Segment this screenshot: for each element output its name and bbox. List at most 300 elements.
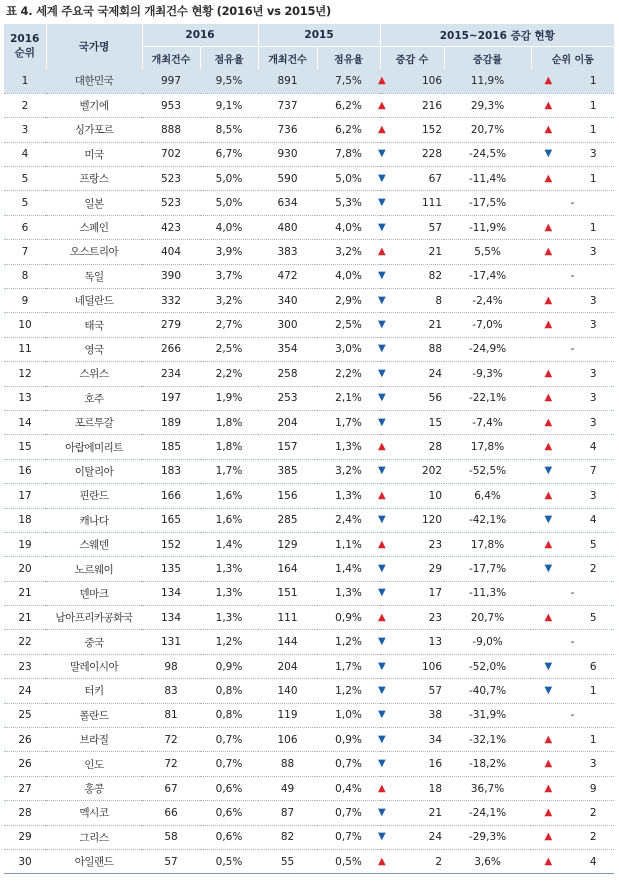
down-triangle-icon: ▼ bbox=[378, 733, 386, 745]
country-cell: 캐나다 bbox=[46, 508, 142, 532]
move-value: 1 bbox=[589, 99, 597, 112]
share-2016-cell: 9,5% bbox=[200, 69, 258, 93]
share-2015-cell: 1,3% bbox=[317, 484, 380, 508]
up-triangle-icon: ▲ bbox=[544, 99, 553, 111]
down-triangle-icon: ▼ bbox=[378, 514, 386, 526]
header-share-2015: 점유율 bbox=[317, 47, 380, 70]
rank-cell: 17 bbox=[4, 484, 46, 508]
delta-value: 10 bbox=[428, 489, 443, 502]
country-cell: 벨기에 bbox=[46, 93, 142, 117]
delta-value: 106 bbox=[421, 74, 443, 87]
count-2016-cell: 888 bbox=[142, 118, 200, 142]
table-row bbox=[4, 630, 614, 654]
share-2015-cell: 2,9% bbox=[317, 289, 380, 313]
move-value: - bbox=[570, 197, 575, 210]
table-row bbox=[4, 532, 614, 556]
table-row bbox=[4, 69, 614, 93]
table-row bbox=[4, 508, 614, 532]
share-2015-cell: 0,9% bbox=[317, 606, 380, 630]
move-value: 4 bbox=[589, 441, 597, 454]
rank-cell: 20 bbox=[4, 557, 46, 581]
count-2016-cell: 523 bbox=[142, 191, 200, 215]
count-2015-cell: 634 bbox=[258, 191, 317, 215]
share-2015-cell: 0,7% bbox=[317, 825, 380, 849]
rate-cell: -17,5% bbox=[444, 191, 531, 215]
share-2016-cell: 0,7% bbox=[200, 752, 258, 776]
rank-cell: 16 bbox=[4, 459, 46, 483]
delta-cell bbox=[380, 142, 444, 166]
country-cell: 그리스 bbox=[46, 825, 142, 849]
move-value: 3 bbox=[589, 367, 597, 380]
delta-value: 16 bbox=[428, 758, 443, 771]
delta-cell bbox=[380, 289, 444, 313]
move-value: - bbox=[570, 709, 575, 722]
rank-cell: 21 bbox=[4, 581, 46, 605]
up-triangle-icon: ▲ bbox=[544, 855, 553, 867]
move-cell bbox=[531, 679, 614, 703]
count-2015-cell: 87 bbox=[258, 801, 317, 825]
share-2016-cell: 1,9% bbox=[200, 386, 258, 410]
delta-cell bbox=[380, 703, 444, 727]
rate-cell: -24,9% bbox=[444, 337, 531, 361]
table-row bbox=[4, 93, 614, 117]
move-value: 3 bbox=[589, 416, 597, 429]
delta-value: 21 bbox=[428, 245, 443, 258]
table-row bbox=[4, 679, 614, 703]
move-cell bbox=[531, 825, 614, 849]
move-value: 6 bbox=[589, 660, 597, 673]
count-2015-cell: 285 bbox=[258, 508, 317, 532]
down-triangle-icon: ▼ bbox=[378, 221, 386, 233]
rank-cell: 2 bbox=[4, 93, 46, 117]
share-2015-cell: 0,5% bbox=[317, 850, 380, 874]
move-value: 2 bbox=[589, 563, 597, 575]
country-cell: 호주 bbox=[46, 386, 142, 410]
header-rank-line2: 순위 bbox=[14, 47, 35, 59]
up-triangle-icon: ▲ bbox=[378, 611, 386, 623]
move-value: - bbox=[570, 587, 575, 600]
table-row bbox=[4, 728, 614, 752]
up-triangle-icon: ▲ bbox=[544, 416, 553, 428]
count-2015-cell: 737 bbox=[258, 93, 317, 117]
rank-cell: 26 bbox=[4, 728, 46, 752]
delta-value: 57 bbox=[428, 221, 443, 234]
count-2015-cell: 157 bbox=[258, 435, 317, 459]
rank-cell: 15 bbox=[4, 435, 46, 459]
country-cell: 말레이시아 bbox=[46, 654, 142, 678]
move-value: 4 bbox=[589, 855, 597, 868]
rate-cell: 5,5% bbox=[444, 240, 531, 264]
share-2015-cell: 1,1% bbox=[317, 532, 380, 556]
rate-cell: -52,5% bbox=[444, 459, 531, 483]
country-cell: 멕시코 bbox=[46, 801, 142, 825]
move-cell bbox=[531, 167, 614, 191]
count-2016-cell: 953 bbox=[142, 93, 200, 117]
share-2015-cell: 3,0% bbox=[317, 337, 380, 361]
move-cell bbox=[531, 118, 614, 142]
delta-cell bbox=[380, 557, 444, 581]
share-2016-cell: 0,6% bbox=[200, 825, 258, 849]
count-2015-cell: 590 bbox=[258, 167, 317, 191]
share-2015-cell: 1,2% bbox=[317, 630, 380, 654]
up-triangle-icon: ▲ bbox=[378, 855, 386, 867]
delta-value: 2 bbox=[435, 855, 443, 868]
delta-value: 67 bbox=[428, 172, 443, 185]
up-triangle-icon: ▲ bbox=[544, 367, 553, 379]
table-row bbox=[4, 410, 614, 434]
move-cell bbox=[531, 435, 614, 459]
count-2016-cell: 702 bbox=[142, 142, 200, 166]
move-value: 9 bbox=[589, 782, 597, 795]
rate-cell: 20,7% bbox=[444, 118, 531, 142]
share-2016-cell: 1,3% bbox=[200, 581, 258, 605]
rank-cell: 4 bbox=[4, 142, 46, 166]
move-cell bbox=[531, 191, 614, 215]
move-cell bbox=[531, 703, 614, 727]
delta-cell bbox=[380, 679, 444, 703]
up-triangle-icon: ▲ bbox=[544, 392, 553, 404]
rate-cell: 11,9% bbox=[444, 69, 531, 93]
count-2016-cell: 189 bbox=[142, 410, 200, 434]
up-triangle-icon: ▲ bbox=[544, 74, 553, 86]
down-triangle-icon: ▼ bbox=[544, 148, 553, 160]
rank-cell: 27 bbox=[4, 776, 46, 800]
count-2015-cell: 55 bbox=[258, 850, 317, 874]
table-row bbox=[4, 459, 614, 483]
move-value: 3 bbox=[589, 148, 597, 161]
down-triangle-icon: ▼ bbox=[544, 660, 553, 672]
count-2015-cell: 49 bbox=[258, 776, 317, 800]
move-cell bbox=[531, 93, 614, 117]
table-row bbox=[4, 581, 614, 605]
down-triangle-icon: ▼ bbox=[378, 319, 386, 331]
share-2016-cell: 3,9% bbox=[200, 240, 258, 264]
move-cell bbox=[531, 459, 614, 483]
up-triangle-icon: ▲ bbox=[544, 123, 553, 135]
country-cell: 싱가포르 bbox=[46, 118, 142, 142]
delta-cell bbox=[380, 630, 444, 654]
up-triangle-icon: ▲ bbox=[544, 294, 553, 306]
rate-cell: -2,4% bbox=[444, 289, 531, 313]
delta-value: 56 bbox=[428, 392, 443, 405]
count-2015-cell: 930 bbox=[258, 142, 317, 166]
delta-cell bbox=[380, 581, 444, 605]
count-2016-cell: 185 bbox=[142, 435, 200, 459]
table-row bbox=[4, 191, 614, 215]
delta-value: 120 bbox=[421, 514, 443, 527]
count-2016-cell: 165 bbox=[142, 508, 200, 532]
table-row bbox=[4, 557, 614, 581]
rate-cell: -22,1% bbox=[444, 386, 531, 410]
move-cell bbox=[531, 606, 614, 630]
count-2015-cell: 140 bbox=[258, 679, 317, 703]
count-2015-cell: 204 bbox=[258, 410, 317, 434]
rate-cell: 36,7% bbox=[444, 776, 531, 800]
count-2016-cell: 279 bbox=[142, 313, 200, 337]
delta-cell bbox=[380, 362, 444, 386]
delta-cell bbox=[380, 69, 444, 93]
down-triangle-icon: ▼ bbox=[544, 514, 553, 526]
table-row bbox=[4, 752, 614, 776]
move-cell bbox=[531, 508, 614, 532]
share-2016-cell: 2,7% bbox=[200, 313, 258, 337]
rank-cell: 30 bbox=[4, 850, 46, 874]
share-2016-cell: 0,7% bbox=[200, 728, 258, 752]
share-2016-cell: 0,6% bbox=[200, 776, 258, 800]
move-cell bbox=[531, 142, 614, 166]
down-triangle-icon: ▼ bbox=[378, 343, 386, 355]
delta-value: 18 bbox=[428, 782, 443, 795]
delta-cell bbox=[380, 728, 444, 752]
table-row bbox=[4, 850, 614, 874]
delta-value: 106 bbox=[421, 660, 443, 673]
share-2015-cell: 2,4% bbox=[317, 508, 380, 532]
delta-value: 8 bbox=[435, 294, 443, 307]
rank-cell: 10 bbox=[4, 313, 46, 337]
delta-cell bbox=[380, 752, 444, 776]
rate-cell: -7,4% bbox=[444, 410, 531, 434]
share-2015-cell: 6,2% bbox=[317, 93, 380, 117]
delta-cell bbox=[380, 337, 444, 361]
move-value: 4 bbox=[589, 514, 597, 527]
move-value: 3 bbox=[589, 245, 597, 258]
up-triangle-icon: ▲ bbox=[544, 806, 553, 818]
country-cell: 포르투갈 bbox=[46, 410, 142, 434]
delta-cell bbox=[380, 410, 444, 434]
count-2015-cell: 480 bbox=[258, 215, 317, 239]
rank-cell: 1 bbox=[4, 69, 46, 93]
delta-cell bbox=[380, 264, 444, 288]
up-triangle-icon: ▲ bbox=[544, 245, 553, 257]
delta-value: 23 bbox=[428, 538, 443, 551]
rate-cell: -11,3% bbox=[444, 581, 531, 605]
share-2015-cell: 1,3% bbox=[317, 435, 380, 459]
share-2016-cell: 3,7% bbox=[200, 264, 258, 288]
rate-cell: -24,5% bbox=[444, 142, 531, 166]
up-triangle-icon: ▲ bbox=[378, 99, 386, 111]
share-2016-cell: 0,5% bbox=[200, 850, 258, 874]
share-2015-cell: 1,7% bbox=[317, 654, 380, 678]
down-triangle-icon: ▼ bbox=[378, 636, 386, 648]
down-triangle-icon: ▼ bbox=[378, 709, 386, 721]
share-2016-cell: 0,8% bbox=[200, 679, 258, 703]
down-triangle-icon: ▼ bbox=[378, 294, 386, 306]
move-cell bbox=[531, 801, 614, 825]
country-cell: 대한민국 bbox=[46, 69, 142, 93]
move-cell bbox=[531, 410, 614, 434]
move-cell bbox=[531, 313, 614, 337]
down-triangle-icon: ▼ bbox=[378, 806, 386, 818]
move-value: 3 bbox=[589, 319, 597, 332]
count-2016-cell: 81 bbox=[142, 703, 200, 727]
share-2016-cell: 1,6% bbox=[200, 508, 258, 532]
move-cell bbox=[531, 337, 614, 361]
count-2016-cell: 152 bbox=[142, 532, 200, 556]
share-2015-cell: 0,4% bbox=[317, 776, 380, 800]
table-row bbox=[4, 801, 614, 825]
table-row bbox=[4, 240, 614, 264]
share-2016-cell: 1,8% bbox=[200, 435, 258, 459]
rank-cell: 12 bbox=[4, 362, 46, 386]
rank-cell: 3 bbox=[4, 118, 46, 142]
share-2015-cell: 0,7% bbox=[317, 801, 380, 825]
move-cell bbox=[531, 776, 614, 800]
count-2016-cell: 197 bbox=[142, 386, 200, 410]
table-title: 표 4. 세계 주요국 국제회의 개최건수 현황 (2016년 vs 2015년) bbox=[6, 4, 331, 18]
count-2016-cell: 72 bbox=[142, 752, 200, 776]
share-2015-cell: 7,5% bbox=[317, 69, 380, 93]
country-cell: 스페인 bbox=[46, 215, 142, 239]
table-row bbox=[4, 435, 614, 459]
count-2015-cell: 151 bbox=[258, 581, 317, 605]
country-cell: 오스트리아 bbox=[46, 240, 142, 264]
down-triangle-icon: ▼ bbox=[378, 172, 386, 184]
share-2016-cell: 9,1% bbox=[200, 93, 258, 117]
table-row bbox=[4, 337, 614, 361]
up-triangle-icon: ▲ bbox=[544, 758, 553, 770]
delta-cell bbox=[380, 532, 444, 556]
delta-value: 28 bbox=[428, 441, 443, 454]
down-triangle-icon: ▼ bbox=[378, 563, 386, 574]
delta-cell bbox=[380, 776, 444, 800]
header-rank bbox=[4, 24, 46, 69]
header-2015: 2015 bbox=[258, 24, 380, 47]
down-triangle-icon: ▼ bbox=[378, 270, 386, 282]
meetings-table bbox=[4, 24, 614, 874]
count-2015-cell: 354 bbox=[258, 337, 317, 361]
header-rate: 증감률 bbox=[444, 47, 531, 70]
country-cell: 브라질 bbox=[46, 728, 142, 752]
table-row bbox=[4, 362, 614, 386]
rate-cell: 29,3% bbox=[444, 93, 531, 117]
count-2016-cell: 57 bbox=[142, 850, 200, 874]
delta-value: 29 bbox=[428, 563, 443, 575]
count-2015-cell: 383 bbox=[258, 240, 317, 264]
count-2016-cell: 98 bbox=[142, 654, 200, 678]
move-cell bbox=[531, 728, 614, 752]
country-cell: 인도 bbox=[46, 752, 142, 776]
rate-cell: -9,3% bbox=[444, 362, 531, 386]
delta-value: 13 bbox=[428, 636, 443, 649]
rate-cell: -7,0% bbox=[444, 313, 531, 337]
up-triangle-icon: ▲ bbox=[544, 831, 553, 843]
share-2016-cell: 8,5% bbox=[200, 118, 258, 142]
move-value: 1 bbox=[589, 172, 597, 185]
country-cell: 아일랜드 bbox=[46, 850, 142, 874]
up-triangle-icon: ▲ bbox=[378, 538, 386, 550]
country-cell: 태국 bbox=[46, 313, 142, 337]
count-2015-cell: 385 bbox=[258, 459, 317, 483]
move-value: - bbox=[570, 636, 575, 649]
count-2015-cell: 204 bbox=[258, 654, 317, 678]
delta-value: 202 bbox=[421, 465, 443, 478]
share-2016-cell: 0,6% bbox=[200, 801, 258, 825]
count-2015-cell: 253 bbox=[258, 386, 317, 410]
count-2015-cell: 156 bbox=[258, 484, 317, 508]
move-value: 2 bbox=[589, 831, 597, 844]
delta-cell bbox=[380, 191, 444, 215]
delta-value: 111 bbox=[421, 197, 443, 210]
move-cell bbox=[531, 557, 614, 581]
rate-cell: -17,4% bbox=[444, 264, 531, 288]
move-value: 2 bbox=[589, 806, 597, 819]
share-2016-cell: 1,3% bbox=[200, 557, 258, 581]
share-2015-cell: 0,7% bbox=[317, 752, 380, 776]
down-triangle-icon: ▼ bbox=[378, 587, 386, 599]
share-2016-cell: 0,9% bbox=[200, 654, 258, 678]
move-value: 7 bbox=[589, 465, 597, 478]
share-2015-cell: 5,3% bbox=[317, 191, 380, 215]
up-triangle-icon: ▲ bbox=[544, 611, 553, 623]
move-value: 3 bbox=[589, 294, 597, 307]
move-value: - bbox=[570, 343, 575, 356]
count-2015-cell: 300 bbox=[258, 313, 317, 337]
table-row bbox=[4, 167, 614, 191]
table-row bbox=[4, 386, 614, 410]
move-value: 3 bbox=[589, 392, 597, 405]
down-triangle-icon: ▼ bbox=[544, 465, 553, 477]
count-2016-cell: 66 bbox=[142, 801, 200, 825]
rate-cell: -32,1% bbox=[444, 728, 531, 752]
move-cell bbox=[531, 630, 614, 654]
move-cell bbox=[531, 215, 614, 239]
down-triangle-icon: ▼ bbox=[378, 392, 386, 404]
move-value: 5 bbox=[589, 611, 597, 624]
rank-cell: 19 bbox=[4, 532, 46, 556]
count-2015-cell: 82 bbox=[258, 825, 317, 849]
table-row bbox=[4, 654, 614, 678]
count-2016-cell: 332 bbox=[142, 289, 200, 313]
rate-cell: 17,8% bbox=[444, 532, 531, 556]
rate-cell: 17,8% bbox=[444, 435, 531, 459]
share-2016-cell: 2,5% bbox=[200, 337, 258, 361]
delta-value: 24 bbox=[428, 367, 443, 380]
count-2016-cell: 423 bbox=[142, 215, 200, 239]
down-triangle-icon: ▼ bbox=[378, 148, 386, 160]
count-2016-cell: 135 bbox=[142, 557, 200, 581]
down-triangle-icon: ▼ bbox=[378, 197, 386, 209]
move-value: 1 bbox=[589, 123, 597, 136]
delta-cell bbox=[380, 508, 444, 532]
rate-cell: -11,4% bbox=[444, 167, 531, 191]
share-2016-cell: 1,3% bbox=[200, 606, 258, 630]
down-triangle-icon: ▼ bbox=[378, 367, 386, 379]
header-change: 2015~2016 증감 현황 bbox=[380, 24, 614, 47]
move-cell bbox=[531, 752, 614, 776]
share-2015-cell: 1,2% bbox=[317, 679, 380, 703]
country-cell: 네덜란드 bbox=[46, 289, 142, 313]
share-2015-cell: 6,2% bbox=[317, 118, 380, 142]
share-2015-cell: 3,2% bbox=[317, 459, 380, 483]
rank-cell: 18 bbox=[4, 508, 46, 532]
up-triangle-icon: ▲ bbox=[544, 733, 553, 745]
share-2015-cell: 1,7% bbox=[317, 410, 380, 434]
move-cell bbox=[531, 532, 614, 556]
header-share-2016: 점유율 bbox=[200, 47, 258, 70]
rate-cell: -29,3% bbox=[444, 825, 531, 849]
rank-cell: 26 bbox=[4, 752, 46, 776]
header-country: 국가명 bbox=[46, 24, 142, 69]
rank-cell: 29 bbox=[4, 825, 46, 849]
header-rank-line1: 2016 bbox=[10, 33, 40, 45]
rank-cell: 24 bbox=[4, 679, 46, 703]
share-2016-cell: 2,2% bbox=[200, 362, 258, 386]
rate-cell: -40,7% bbox=[444, 679, 531, 703]
up-triangle-icon: ▲ bbox=[378, 441, 386, 453]
country-cell: 이탈리아 bbox=[46, 459, 142, 483]
table-body bbox=[4, 69, 614, 874]
share-2015-cell: 0,9% bbox=[317, 728, 380, 752]
